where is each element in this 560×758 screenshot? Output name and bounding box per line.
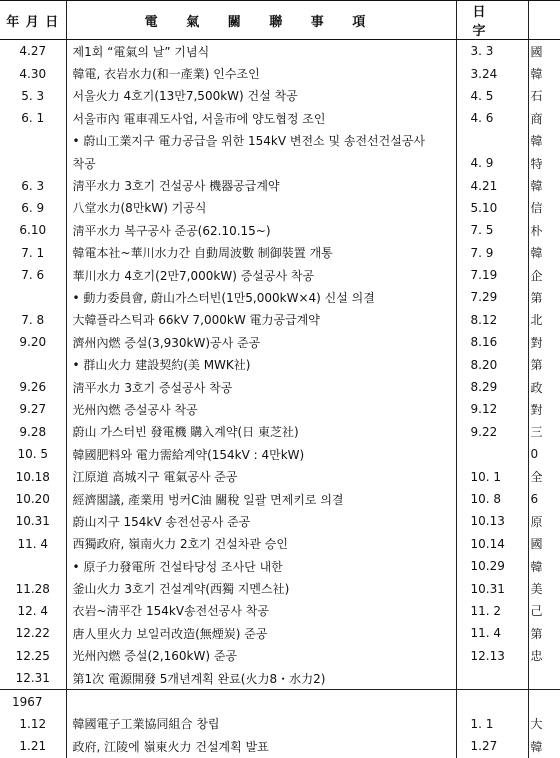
date-cell: 1967: [0, 690, 66, 713]
date-cell: 4.27: [19, 44, 47, 59]
event-cell: • 動力委員會, 蔚山가스터빈(1만5,000kW×4) 신설 의결: [66, 286, 456, 308]
event-cell: 釜山火力 3호기 건설계약(西獨 지멘스社): [66, 577, 456, 599]
table-row: [0, 286, 560, 308]
edge-cell: 第: [528, 353, 560, 375]
table-row: [0, 577, 560, 599]
date-cell: [0, 353, 66, 375]
event-cell: 經濟閣議, 產業用 벙커C油 關稅 일괄 면제키로 의결: [66, 488, 456, 510]
date-cell: 7. 6: [21, 268, 45, 283]
header-date: 年 月 日: [0, 1, 66, 40]
event-cell: 淸平水力 3호기 건설공사 機器공급계약: [66, 174, 456, 196]
table-row: [0, 465, 560, 487]
date-cell: 10.18: [15, 469, 50, 484]
edge-cell: 第: [528, 286, 560, 308]
table-row: [0, 62, 560, 84]
date-cell: 6.10: [19, 223, 47, 238]
event-cell: 江原道 高城지구 電氣공사 준공: [66, 465, 456, 487]
table-row: [0, 645, 560, 667]
date-cell: 11. 4: [17, 536, 49, 551]
date-right-cell: 3.24: [456, 62, 528, 84]
table-row: [0, 219, 560, 241]
date-right-cell: 7.29: [456, 286, 528, 308]
date-right-cell: 5.10: [456, 197, 528, 219]
date-cell: 12. 4: [17, 603, 49, 618]
date-right-cell: 4. 9: [456, 152, 528, 174]
event-cell: 韓國肥料와 電力需給계약(154kV : 4만kW): [66, 443, 456, 465]
header-electric-events: 電 氣 關 聯 事 項: [66, 1, 456, 40]
date-right-cell: 10. 1: [456, 465, 528, 487]
edge-cell: 美: [528, 577, 560, 599]
table-row: [0, 353, 560, 375]
date-cell: 6. 1: [21, 111, 45, 126]
edge-cell: 三: [528, 421, 560, 443]
date-cell: [0, 152, 66, 174]
edge-cell: 韓: [528, 174, 560, 196]
date-right-cell: [456, 130, 528, 152]
date-right-cell: 7. 9: [456, 242, 528, 264]
event-cell: 光州內燃 증설공사 착공: [66, 398, 456, 420]
edge-cell: 國: [528, 40, 560, 63]
date-right-cell: 7.19: [456, 264, 528, 286]
table-row: [0, 488, 560, 510]
table-row: [0, 600, 560, 622]
date-right-cell: 8.16: [456, 331, 528, 353]
date-right-cell: 4.21: [456, 174, 528, 196]
event-cell: 서울市內 電車궤도사업, 서울市에 양도협정 조인: [66, 107, 456, 129]
edge-cell: 韓: [528, 555, 560, 577]
table-row: [0, 197, 560, 219]
event-cell: 제1회 “電氣의 날” 기념식: [66, 40, 456, 63]
date-right-cell: 8.12: [456, 309, 528, 331]
table-row: [0, 40, 560, 63]
date-cell: 10.20: [15, 492, 50, 506]
date-cell: 9.26: [19, 380, 47, 395]
date-right-cell: [456, 667, 528, 690]
table-body: [0, 40, 560, 758]
date-right-cell: [456, 690, 528, 713]
edge-cell: 商: [528, 107, 560, 129]
edge-cell: 北: [528, 309, 560, 331]
date-cell: 5. 3: [21, 88, 45, 103]
date-right-cell: 7. 5: [456, 219, 528, 241]
event-cell: 韓國電子工業協同組合 창립: [66, 713, 456, 735]
date-right-cell: 10.29: [456, 555, 528, 577]
edge-cell: 第: [528, 622, 560, 644]
date-right-cell: 3. 3: [456, 40, 528, 63]
event-cell: 大韓플라스틱과 66kV 7,000kW 電力공급계약: [66, 309, 456, 331]
edge-cell: 對: [528, 398, 560, 420]
table-row: [0, 376, 560, 398]
event-cell: [66, 690, 456, 713]
date-right-cell: 11. 4: [456, 622, 528, 644]
edge-cell: 忠: [528, 645, 560, 667]
date-cell: 11.28: [15, 581, 50, 596]
event-cell: 政府, 江陵에 嶺東火力 건설계획 발표: [66, 735, 456, 757]
date-right-cell: [456, 443, 528, 465]
edge-cell: [528, 667, 560, 690]
table-header-row: [0, 1, 560, 40]
edge-cell: 己: [528, 600, 560, 622]
table-row: [0, 622, 560, 644]
date-right-cell: 10.14: [456, 533, 528, 555]
header-edge: [528, 1, 560, 40]
edge-cell: 韓: [528, 62, 560, 84]
table-row: [0, 242, 560, 264]
date-right-cell: 9.12: [456, 398, 528, 420]
event-cell: 八堂水力(8만kW) 기공식: [66, 197, 456, 219]
date-cell: 7. 1: [21, 245, 45, 260]
table-row: [0, 309, 560, 331]
edge-cell: 企: [528, 264, 560, 286]
event-cell: 淸平水力 복구공사 준공(62.10.15~): [66, 219, 456, 241]
date-right-cell: 8.29: [456, 376, 528, 398]
date-cell: 1.12: [19, 716, 47, 731]
event-cell: 淸平水力 3호기 증설공사 착공: [66, 376, 456, 398]
date-cell: [0, 555, 66, 577]
table-row: [0, 533, 560, 555]
edge-cell: 對: [528, 331, 560, 353]
event-cell: 光州內燃 증설(2,160kW) 준공: [66, 645, 456, 667]
event-cell: 서울火力 4호기(13만7,500kW) 건설 착공: [66, 85, 456, 107]
edge-cell: 韓: [528, 130, 560, 152]
date-cell: 9.28: [19, 424, 47, 439]
edge-cell: 原: [528, 510, 560, 532]
date-right-cell: 10.13: [456, 510, 528, 532]
edge-cell: 大: [528, 713, 560, 735]
date-cell: [0, 286, 66, 308]
edge-cell: 韓: [528, 735, 560, 757]
date-cell: [0, 130, 66, 152]
event-cell: 唐人里火力 보일러改造(無煙炭) 준공: [66, 622, 456, 644]
edge-cell: [528, 690, 560, 713]
date-cell: 12.22: [15, 626, 50, 641]
header-date-right: 日 字: [456, 1, 528, 40]
edge-cell: 石: [528, 85, 560, 107]
event-cell: 西獨政府, 嶺南火力 2호기 건설차관 승인: [66, 533, 456, 555]
table-row: [0, 510, 560, 532]
table-row: [0, 107, 560, 129]
date-cell: 10.31: [15, 514, 50, 529]
table-row: [0, 85, 560, 107]
date-cell: 6. 3: [21, 178, 45, 193]
year-divider-row: [0, 690, 560, 713]
edge-cell: 信: [528, 197, 560, 219]
date-cell: 12.25: [15, 648, 50, 663]
edge-cell: 0: [528, 443, 560, 465]
event-cell: 第1次 電源開發 5개년계획 완료(火力8・水力2): [66, 667, 456, 690]
date-cell: 10. 5: [17, 447, 49, 462]
event-cell: • 原子力發電所 건설타당성 조사단 내한: [66, 555, 456, 577]
edge-cell: 韓: [528, 242, 560, 264]
edge-cell: 朴: [528, 219, 560, 241]
date-right-cell: 4. 5: [456, 85, 528, 107]
date-cell: 7. 8: [21, 312, 45, 327]
date-cell: 6. 9: [21, 200, 45, 215]
table-row: [0, 130, 560, 152]
date-right-cell: 11. 2: [456, 600, 528, 622]
event-cell: 衣岩~淸平간 154kV송전선공사 착공: [66, 600, 456, 622]
event-cell: 蔚山 가스터빈 發電機 購入계약(日 東芝社): [66, 421, 456, 443]
table-row: [0, 667, 560, 690]
date-right-cell: 10.31: [456, 577, 528, 599]
date-cell: 9.20: [19, 335, 47, 350]
date-cell: 12.31: [15, 671, 50, 686]
date-cell: 4.30: [19, 66, 47, 81]
event-cell: 착공: [66, 152, 456, 174]
date-right-cell: 1.27: [456, 735, 528, 757]
edge-cell: 特: [528, 152, 560, 174]
date-cell: 1.21: [19, 739, 47, 754]
date-right-cell: 8.20: [456, 353, 528, 375]
table-row: [0, 421, 560, 443]
table-row: [0, 398, 560, 420]
date-right-cell: 9.22: [456, 421, 528, 443]
table-row: [0, 443, 560, 465]
date-right-cell: 12.13: [456, 645, 528, 667]
table-row: [0, 713, 560, 735]
edge-cell: 6: [528, 488, 560, 510]
edge-cell: 全: [528, 465, 560, 487]
event-cell: • 群山火力 建設契約(美 MWK社): [66, 353, 456, 375]
table-row: [0, 555, 560, 577]
table-row: [0, 264, 560, 286]
event-cell: 蔚山지구 154kV 송전선공사 준공: [66, 510, 456, 532]
edge-cell: 政: [528, 376, 560, 398]
table-row: [0, 331, 560, 353]
date-right-cell: 4. 6: [456, 107, 528, 129]
event-cell: 韓電, 衣岩水力(和一產業) 인수조인: [66, 62, 456, 84]
event-cell: 濟州內燃 증설(3,930kW)공사 준공: [66, 331, 456, 353]
date-cell: 9.27: [19, 402, 47, 417]
edge-cell: 國: [528, 533, 560, 555]
event-cell: • 蔚山工業지구 電力공급을 위한 154kV 변전소 및 송전선건설공사: [66, 130, 456, 152]
date-right-cell: 1. 1: [456, 713, 528, 735]
table-row: [0, 152, 560, 174]
date-right-cell: 10. 8: [456, 488, 528, 510]
table-row: [0, 735, 560, 757]
event-cell: 華川水力 4호기(2만7,000kW) 증설공사 착공: [66, 264, 456, 286]
table-row: [0, 174, 560, 196]
event-cell: 韓電本社~華川水力간 自動周波數 制御裝置 개통: [66, 242, 456, 264]
